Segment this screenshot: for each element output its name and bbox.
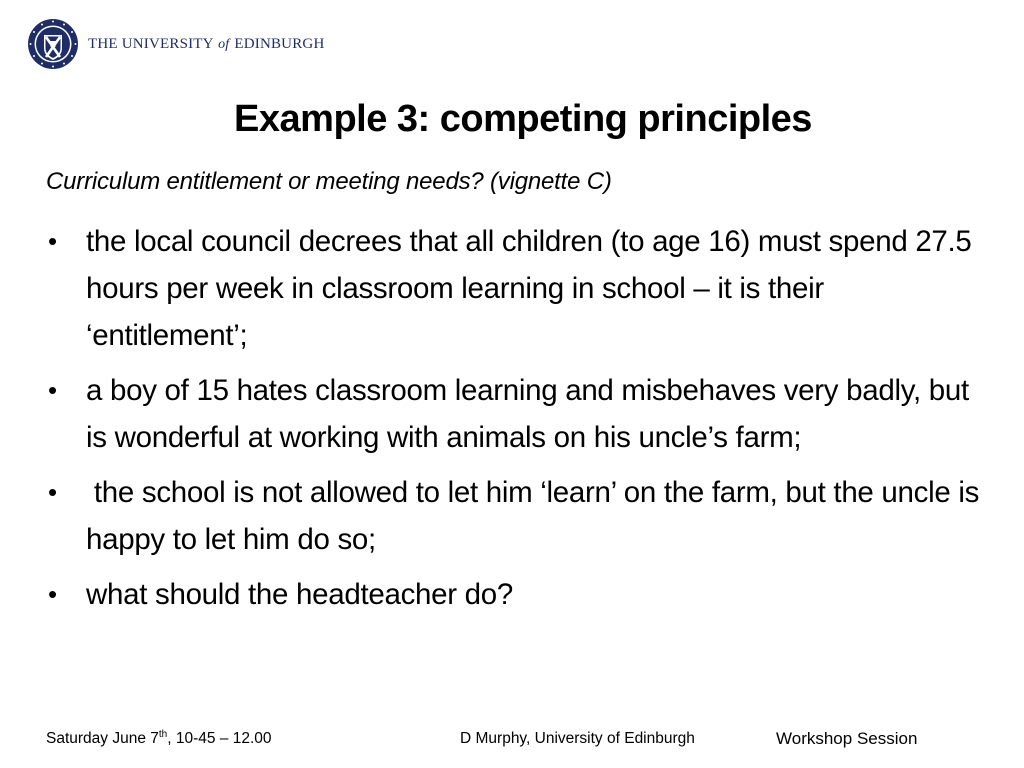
- university-wordmark: [88, 36, 325, 53]
- slide-subtitle: Curriculum entitlement or meeting needs? (vignette C): [46, 168, 612, 195]
- bullet-text: the school is not allowed to let him ‘learn’ on the farm, but the uncle is happy to let him do so;: [86, 476, 987, 556]
- wordmark-edinburgh: EDINBURGH: [234, 35, 325, 52]
- footer-session: Workshop Session: [776, 729, 918, 748]
- bullet-item: [46, 218, 986, 359]
- wordmark-of: of: [218, 36, 230, 52]
- footer-date-sup: th: [158, 728, 168, 740]
- slide-title: Example 3: competing principles: [234, 98, 812, 140]
- bullet-item: [46, 367, 986, 461]
- bullet-text: the local council decrees that all children (to age 16) must spend 27.5 hours per week in classroom learning in school – it is their ‘entitlement’;: [86, 225, 972, 352]
- bullet-dot-icon: •: [48, 375, 57, 405]
- footer-author: D Murphy, University of Edinburgh: [460, 730, 695, 747]
- bullet-item: [46, 571, 986, 618]
- footer-date-prefix: Saturday June 7: [46, 730, 159, 747]
- bullet-text: a boy of 15 hates classroom learning and misbehaves very badly, but is wonderful at working with animals on his uncle’s farm;: [86, 374, 969, 454]
- university-header: [27, 18, 325, 70]
- university-crest-icon: [27, 18, 79, 70]
- bullet-item: [46, 469, 986, 563]
- bullet-dot-icon: •: [48, 579, 57, 609]
- bullet-dot-icon: •: [48, 477, 57, 507]
- wordmark-the-university: THE UNIVERSITY: [88, 35, 214, 52]
- bullet-dot-icon: •: [48, 226, 57, 256]
- bullet-text: what should the headteacher do?: [86, 578, 513, 611]
- footer-date: [46, 730, 272, 748]
- footer-date-suffix: , 10-45 – 12.00: [167, 730, 272, 747]
- bullet-list: [46, 218, 986, 626]
